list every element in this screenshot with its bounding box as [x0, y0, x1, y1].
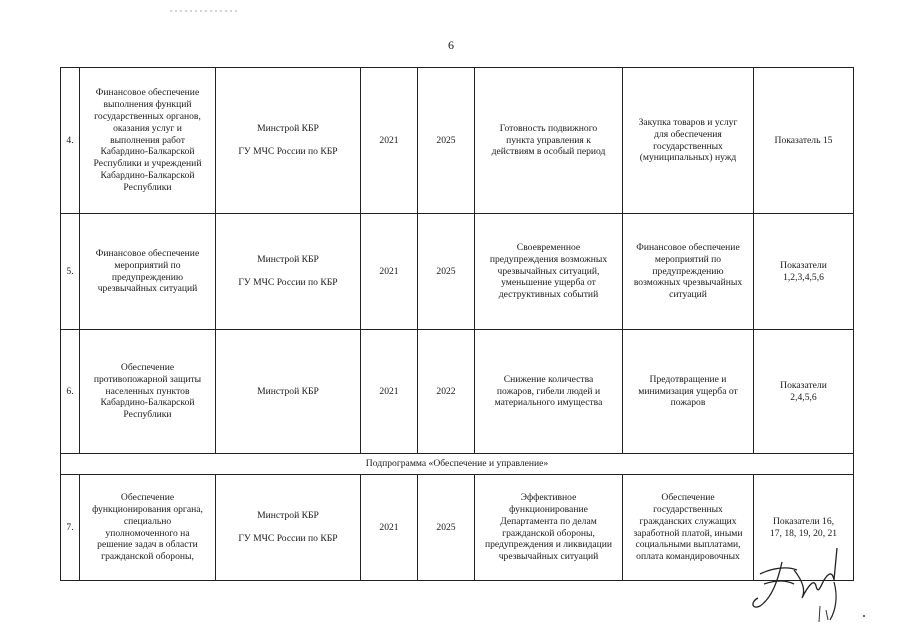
responsible-executor-line: [220, 522, 356, 534]
responsible-executor: [216, 475, 361, 581]
start-year: 2021: [361, 475, 418, 581]
implementation-directions-line: Предотвращение и: [649, 373, 727, 385]
measure-name-line: уполномоченного на: [105, 527, 190, 539]
implementation-directions-line: гражданских служащих: [639, 515, 737, 527]
implementation-directions-line: предупреждению: [652, 265, 724, 277]
row-number: 4.: [61, 68, 80, 214]
linked-indicators: [754, 68, 854, 214]
measure-name-line: Республики: [123, 409, 172, 421]
measure-name-line: Кабардино-Балкарской: [100, 170, 195, 182]
implementation-directions-line: Финансовое обеспечение: [636, 241, 740, 253]
measure-name-line: Финансовое обеспечение: [95, 247, 200, 259]
expected-result-line: чрезвычайных ситуаций,: [497, 265, 600, 277]
implementation-directions-line: оплата командировочных: [636, 551, 740, 563]
implementation-directions-line: (муниципальных) нужд: [639, 152, 737, 164]
end-year: 2022: [418, 330, 475, 454]
measure-name-line: Республики и учреждений: [93, 158, 202, 170]
responsible-executor: [216, 330, 361, 454]
implementation-directions-line: для обеспечения: [654, 128, 722, 140]
table-row: [61, 330, 854, 454]
measure-name-line: чрезвычайных ситуаций: [97, 283, 198, 295]
expected-result: [475, 214, 623, 330]
linked-indicators: [754, 214, 854, 330]
measure-name-line: специально: [123, 515, 172, 527]
measure-name: [80, 330, 216, 454]
expected-result-line: Департамента по делам: [500, 515, 597, 527]
row-number: 5.: [61, 214, 80, 330]
end-year: 2025: [418, 214, 475, 330]
implementation-directions: [623, 330, 754, 454]
measure-name-line: Кабардино-Балкарской: [100, 397, 195, 409]
linked-indicators-line: Показатели: [780, 259, 827, 271]
linked-indicators-line: 1,2,3,4,5,6: [783, 271, 824, 283]
responsible-executor: [216, 68, 361, 214]
responsible-executor-line: [220, 135, 356, 147]
measure-name-line: Обеспечение: [120, 361, 175, 373]
implementation-directions-line: государственных: [653, 140, 723, 152]
measure-name-line: Финансовое обеспечение: [95, 86, 200, 98]
expected-result-line: материального имущества: [494, 397, 603, 409]
start-year: 2021: [361, 214, 418, 330]
linked-indicators-line: 17, 18, 19, 20, 21: [769, 527, 838, 539]
measure-name-line: гражданской обороны,: [101, 551, 194, 563]
expected-result: [475, 68, 623, 214]
expected-result-line: действиям в особый период: [491, 146, 606, 158]
measure-name-line: Обеспечение: [120, 491, 175, 503]
responsible-executor-line: ГУ МЧС России по КБР: [238, 146, 338, 158]
measure-name-line: функционирования органа,: [92, 503, 203, 515]
handwritten-signature: [742, 540, 872, 635]
expected-result-line: деструктивных событий: [498, 289, 599, 301]
implementation-directions: [623, 214, 754, 330]
linked-indicators: [754, 330, 854, 454]
expected-result-line: Снижение количества: [503, 373, 594, 385]
linked-indicators-line: Показатель 15: [774, 134, 833, 146]
expected-result-line: Своевременное: [516, 241, 581, 253]
page-number: 6: [448, 38, 454, 52]
measure-name-line: оказания услуг и: [113, 122, 182, 134]
measure-name-line: мероприятий по: [114, 259, 181, 271]
expected-result-line: пункта управления к: [506, 134, 591, 146]
row-number: 6.: [61, 330, 80, 454]
measure-name-line: населенных пунктов: [105, 385, 190, 397]
program-table: [60, 67, 854, 581]
responsible-executor-line: Минстрой КБР: [257, 122, 319, 134]
expected-result-line: предупреждения возможных: [489, 253, 608, 265]
linked-indicators-line: 2,4,5,6: [790, 391, 817, 403]
responsible-executor-line: Минстрой КБР: [257, 385, 319, 397]
measure-name-line: государственных органов,: [94, 110, 201, 122]
measure-name-line: предупреждению: [111, 271, 184, 283]
end-year: 2025: [418, 68, 475, 214]
expected-result: [475, 330, 623, 454]
expected-result-line: предупреждения и ликвидации: [484, 539, 613, 551]
measure-name: [80, 475, 216, 581]
row-number: 7.: [61, 475, 80, 581]
implementation-directions-line: минимизация ущерба от: [638, 385, 738, 397]
expected-result-line: функционирование: [509, 503, 588, 515]
section-title: Подпрограмма «Обеспечение и управление»: [61, 454, 854, 475]
implementation-directions-line: ситуаций: [669, 289, 707, 301]
implementation-directions-line: заработной платой, иными: [633, 527, 743, 539]
measure-name: [80, 68, 216, 214]
responsible-executor: [216, 214, 361, 330]
start-year: 2021: [361, 330, 418, 454]
expected-result-line: гражданской обороны,: [502, 527, 595, 539]
responsible-executor-line: ГУ МЧС России по КБР: [238, 533, 338, 545]
measure-name-line: Республики: [123, 182, 172, 194]
expected-result-line: пожаров, гибели людей и: [496, 385, 601, 397]
measure-name-line: Кабардино-Балкарской: [100, 146, 195, 158]
linked-indicators-line: Показатели: [780, 379, 827, 391]
implementation-directions-line: пожаров: [670, 397, 706, 409]
linked-indicators-line: Показатели 16,: [772, 515, 835, 527]
table-row: [61, 68, 854, 214]
expected-result-line: чрезвычайных ситуаций: [498, 551, 599, 563]
implementation-directions: [623, 475, 754, 581]
implementation-directions-line: социальными выплатами,: [635, 539, 741, 551]
start-year: 2021: [361, 68, 418, 214]
measure-name: [80, 214, 216, 330]
measure-name-line: противопожарной защиты: [93, 373, 202, 385]
measure-name-line: решение задач в области: [97, 539, 198, 551]
responsible-executor-line: Минстрой КБР: [257, 253, 319, 265]
responsible-executor-line: Минстрой КБР: [257, 509, 319, 521]
implementation-directions-line: Закупка товаров и услуг: [638, 116, 738, 128]
measure-name-line: выполнения функций: [103, 98, 192, 110]
measure-name-line: выполнения работ: [110, 134, 185, 146]
table-row: [61, 475, 854, 581]
expected-result-line: уменьшение ущерба от: [501, 277, 596, 289]
implementation-directions: [623, 68, 754, 214]
expected-result: [475, 475, 623, 581]
table-row: [61, 214, 854, 330]
implementation-directions-line: мероприятий по: [654, 253, 722, 265]
implementation-directions-line: Обеспечение: [661, 491, 715, 503]
end-year: 2025: [418, 475, 475, 581]
section-row: [61, 454, 854, 475]
responsible-executor-line: [220, 266, 356, 278]
implementation-directions-line: возможных чрезвычайных: [633, 277, 743, 289]
scan-artifact-mark: [170, 0, 240, 3]
responsible-executor-line: ГУ МЧС России по КБР: [238, 277, 338, 289]
expected-result-line: Готовность подвижного: [499, 122, 598, 134]
expected-result-line: Эффективное: [520, 491, 577, 503]
implementation-directions-line: государственных: [653, 503, 723, 515]
